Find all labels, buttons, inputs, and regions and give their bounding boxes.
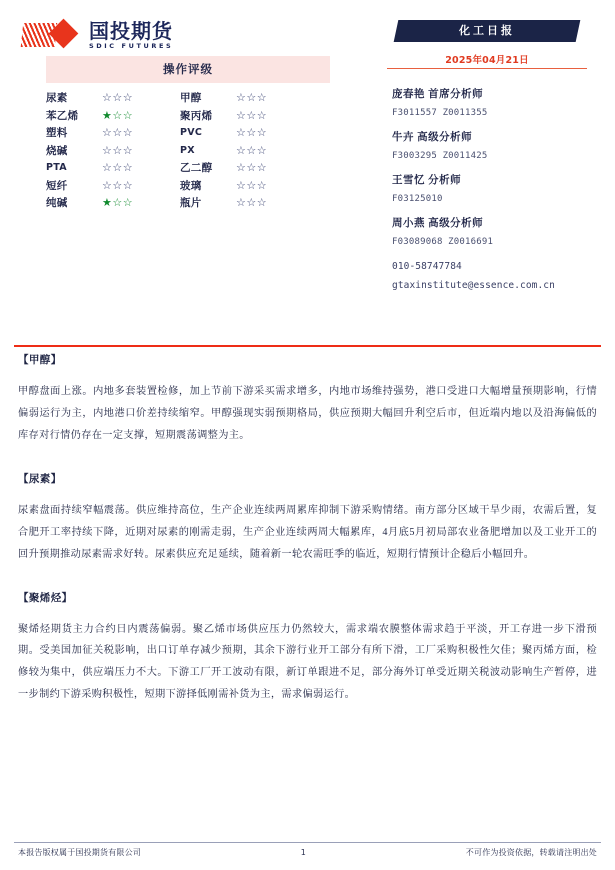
section-polyolefin (0, 590, 615, 707)
analyst-license-code: F3011557 Z0011355 (392, 108, 488, 118)
logo-name-cn: 国投期货 (89, 18, 173, 43)
rating-name: 短纤 (46, 180, 68, 192)
rating-name: PX (180, 144, 195, 156)
footer-copyright: 本报告版权属于国投期货有限公司 (18, 848, 141, 857)
section-urea (0, 471, 615, 566)
analyst-name: 庞春艳 首席分析师 (392, 89, 484, 100)
section-heading: 【聚烯烃】 (18, 592, 73, 604)
report-footer (18, 847, 597, 858)
rating-name: PVC (180, 127, 203, 139)
table-row (46, 107, 330, 125)
analyst-license-code: F03125010 (392, 194, 443, 204)
table-row (46, 142, 330, 160)
report-header (0, 0, 615, 348)
rating-name: PTA (46, 162, 67, 174)
rating-name: 瓶片 (180, 198, 202, 210)
rating-name: 塑料 (46, 128, 68, 140)
table-row (46, 124, 330, 142)
footer-divider (14, 842, 601, 843)
rating-table-title: 操作评级 (46, 56, 330, 83)
company-logo (22, 16, 173, 54)
analyst-license-code: F03089068 Z0016691 (392, 237, 494, 247)
analyst-name: 牛卉 高级分析师 (392, 132, 473, 143)
rating-stars: ☆☆☆ (236, 91, 268, 105)
section-body: 尿素盘面持续窄幅震荡。供应维持高位，生产企业连续两周累库抑制下游采购情绪。南方部分区域干旱少雨，农需后置，复合肥开工率持续下降，近期对尿素的刚需走弱，生产企业连续两周大幅累库，4月底5月初局部农业备肥增加以及工业开工的回升预期推动尿素需求好转。尿素供应充足延续，随着新一轮农需旺季的临近，短期行情预计企稳后小幅回升。 (18, 504, 597, 560)
section-body: 聚烯烃期货主力合约日内震荡偏弱。聚乙烯市场供应压力仍然较大，需求端农膜整体需求趋于平淡，开工存进一步下滑预期。受美国加征关税影响，出口订单存减少预期，其余下游行业开工部分有所下滑，工厂采购积极性欠佳；聚丙烯方面，检修较为集中，供应端压力不大。下游工厂开工波动有限，新订单跟进不足，部分海外订单受近期关税波动影响生产暂停，进一步制约下游采购积极性，短期下游择低刚需补货为主，需求偏弱运行。 (18, 623, 597, 701)
analyst-list (392, 86, 607, 299)
rating-stars: ☆☆☆ (236, 143, 268, 157)
report-date: 2025年04月21日 (445, 55, 529, 66)
rating-name: 玻璃 (180, 180, 202, 192)
operation-rating-table (46, 56, 330, 212)
table-row (46, 194, 330, 212)
rating-name: 尿素 (46, 93, 68, 105)
section-heading: 【尿素】 (18, 473, 62, 485)
rating-name: 纯碱 (46, 198, 68, 210)
rating-stars: ☆☆☆ (102, 143, 134, 157)
logo-name-en: SDIC FUTURES (89, 41, 174, 50)
rating-name: 甲醇 (180, 93, 202, 105)
footer-disclaimer: 不可作为投资依据，转载请注明出处 (465, 848, 597, 857)
header-divider (14, 345, 601, 347)
rating-name: 聚丙烯 (180, 110, 213, 122)
rating-name: 烧碱 (46, 145, 68, 157)
contact-email[interactable]: gtaxinstitute@essence.com.cn (392, 280, 555, 291)
logo-mark-icon (22, 20, 84, 50)
rating-stars: ☆☆☆ (236, 196, 268, 210)
banner-underline (387, 68, 587, 69)
rating-stars: ☆☆☆ (236, 126, 268, 140)
rating-name: 苯乙烯 (46, 110, 79, 122)
report-title-banner (394, 20, 581, 42)
analyst-license-code: F3003295 Z0011425 (392, 151, 488, 161)
rating-name: 乙二醇 (180, 163, 213, 175)
contact-block (392, 261, 607, 291)
report-content (0, 352, 615, 706)
table-row (46, 89, 330, 107)
section-heading: 【甲醇】 (18, 355, 62, 366)
rating-stars: ☆☆☆ (236, 178, 268, 192)
rating-stars: ☆☆☆ (236, 161, 268, 175)
rating-stars: ☆☆☆ (102, 178, 134, 192)
rating-stars: ☆☆☆ (102, 161, 134, 175)
section-body: 甲醇盘面上涨。内地多套装置检修，加上节前下游采买需求增多，内地市场维持强势，港口受进口大幅增量预期影响，行情偏弱运行为主，内地港口价差持续缩窄。甲醇强现实弱预期格局，供应预期大幅回升利空后市，但近端内地以及沿海偏低的库存对行情仍存在一定支撑，短期震荡调整为主。 (18, 386, 597, 441)
report-title: 化工日报 (459, 25, 515, 37)
rating-rows (46, 89, 330, 212)
analyst-name: 王雪忆 分析师 (392, 175, 462, 186)
rating-stars: ★☆☆ (102, 108, 134, 122)
table-row (46, 159, 330, 177)
contact-phone[interactable]: 010-58747784 (392, 261, 462, 272)
logo-text (89, 18, 174, 50)
rating-stars: ☆☆☆ (236, 108, 268, 122)
section-methanol (0, 352, 615, 447)
rating-stars: ☆☆☆ (102, 126, 134, 140)
table-row (46, 177, 330, 195)
rating-stars: ☆☆☆ (102, 91, 134, 105)
page-number: 1 (300, 848, 307, 857)
analyst-name: 周小燕 高级分析师 (392, 218, 484, 229)
rating-stars: ★☆☆ (102, 196, 134, 210)
